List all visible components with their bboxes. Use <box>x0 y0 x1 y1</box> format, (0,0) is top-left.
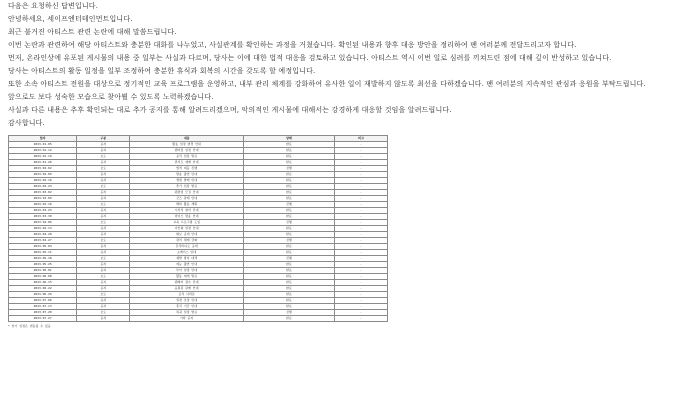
table-cell: 완료 <box>243 292 334 298</box>
table-cell: 화보 공개 안내 <box>130 232 244 238</box>
table-cell: 예능 출연 안내 <box>130 262 244 268</box>
table-cell: 완료 <box>243 274 334 280</box>
table-cell: - <box>334 160 387 166</box>
table-cell: 공지 <box>77 226 130 232</box>
table-cell: - <box>334 286 387 292</box>
paragraph-schedule: 당사는 아티스트의 활동 일정을 일부 조정하여 충분한 휴식과 회복의 시간을 갖도록 할 예정입니다. <box>8 67 316 75</box>
table-cell: 완료 <box>243 286 334 292</box>
table-cell: 2023-06-01 <box>9 268 77 274</box>
table-cell: 완료 <box>243 280 334 286</box>
table-cell: 2023-04-06 <box>9 220 77 226</box>
table-cell: 완료 <box>243 208 334 214</box>
table-cell: - <box>334 184 387 190</box>
table-cell: 2023-06-22 <box>9 286 77 292</box>
greeting: 안녕하세요, 세이프엔터테인먼트입니다. <box>8 15 133 23</box>
table-cell: 공지 <box>77 178 130 184</box>
table-cell: 완료 <box>243 262 334 268</box>
table-cell: 2023-03-16 <box>9 202 77 208</box>
table-cell: 2023-02-09 <box>9 172 77 178</box>
table-cell: 2023-05-18 <box>9 256 77 262</box>
paragraph-measures: 또한 소속 아티스트 전원을 대상으로 정기적인 교육 프로그램을 운영하고, 내부 관리 체계를 강화하여 유사한 일이 재발하지 않도록 최선을 다하겠습니다. 팬 여러분의 지속적인 관심과 응원을 부탁드립니다. <box>8 80 646 88</box>
table-cell: 쇼케이스 안내 <box>130 250 244 256</box>
paragraph-investigation: 이번 논란과 관련하여 해당 아티스트와 충분한 대화를 나누었고, 사실관계를 확인하는 과정을 거쳤습니다. 확인된 내용과 향후 대응 방안을 정리하여 팬 여러분께 전달드리고자 합니다. <box>8 41 577 49</box>
table-cell: 공식 사과문 <box>130 292 244 298</box>
table-cell: 2023-05-25 <box>9 262 77 268</box>
table-cell: 2023-01-05 <box>9 142 77 148</box>
table-cell: 공지 <box>77 250 130 256</box>
table-cell: 공지 <box>77 304 130 310</box>
table-cell: 완료 <box>243 298 334 304</box>
table-cell: 완료 <box>243 250 334 256</box>
table-cell: 공지 <box>77 160 130 166</box>
table-cell: 완료 <box>243 148 334 154</box>
table-cell: 공지 <box>77 316 130 322</box>
table-cell: 법적 대응 진행 <box>130 166 244 172</box>
table-cell: 완료 <box>243 172 334 178</box>
table-cell: 2023-03-09 <box>9 196 77 202</box>
schedule-table <box>8 135 388 322</box>
table-cell: 완료 <box>243 196 334 202</box>
table-cell: 완료 <box>243 214 334 220</box>
table-cell: - <box>334 220 387 226</box>
table-cell: 2023-01-12 <box>9 148 77 154</box>
table-cell: 공지 <box>77 244 130 250</box>
table-row <box>9 316 388 322</box>
table-cell: 팬미팅 일정 안내 <box>130 148 244 154</box>
table-cell: 진행 <box>243 238 334 244</box>
table-cell: 교육 프로그램 도입 <box>130 220 244 226</box>
table-cell: 보도 <box>77 220 130 226</box>
table-cell: 공지 <box>77 262 130 268</box>
table-cell: 라이브 방송 안내 <box>130 214 244 220</box>
closing: 감사합니다. <box>8 119 45 127</box>
table-cell: 공지 <box>77 196 130 202</box>
header-note: 비고 <box>334 136 387 142</box>
table-cell: - <box>334 238 387 244</box>
intro-line: 다음은 요청하신 답변입니다. <box>8 2 99 10</box>
table-cell: 완료 <box>243 226 334 232</box>
paragraph-topic: 최근 불거진 아티스트 관련 논란에 대해 말씀드립니다. <box>8 28 177 36</box>
table-cell: - <box>334 196 387 202</box>
table-cell: 공지 <box>77 280 130 286</box>
table-cell: - <box>334 202 387 208</box>
table-cell: - <box>334 250 387 256</box>
table-cell: 진행 <box>243 202 334 208</box>
table-cell: 보도 <box>77 310 130 316</box>
table-cell: - <box>334 178 387 184</box>
table-cell: 완료 <box>243 142 334 148</box>
table-cell: 활동 일정 변경 안내 <box>130 142 244 148</box>
table-cell: 2023-02-23 <box>9 184 77 190</box>
table-cell: - <box>334 190 387 196</box>
table-cell: 사인회 일정 안내 <box>130 226 244 232</box>
table-cell: 팬레터 접수 안내 <box>130 280 244 286</box>
table-cell: 완료 <box>243 154 334 160</box>
table-cell: 공지 <box>77 214 130 220</box>
table-cell: 2023-07-20 <box>9 310 77 316</box>
table-cell: - <box>334 214 387 220</box>
schedule-table-container <box>8 135 398 329</box>
table-cell: 완료 <box>243 268 334 274</box>
table-cell: 뮤직비디오 공개 <box>130 244 244 250</box>
paragraph-commitment: 앞으로도 보다 성숙한 모습으로 찾아뵐 수 있도록 노력하겠습니다. <box>8 93 214 101</box>
table-cell: 진행 <box>243 166 334 172</box>
table-cell: 2023-01-19 <box>9 154 77 160</box>
table-cell: 공지 <box>77 232 130 238</box>
table-cell: - <box>334 292 387 298</box>
table-cell: - <box>334 232 387 238</box>
paragraph-followup: 사실과 다른 내용은 추후 확인되는 대로 추가 공지를 통해 알려드리겠으며, 악의적인 게시물에 대해서는 강경하게 대응할 것임을 알려드립니다. <box>8 106 452 114</box>
table-cell: - <box>334 268 387 274</box>
table-cell: 기타 공지 <box>130 316 244 322</box>
table-cell: 2023-04-13 <box>9 226 77 232</box>
table-cell: 해외 활동 계획 <box>130 202 244 208</box>
table-cell: - <box>334 208 387 214</box>
table-cell: 추가 입장 발표 <box>130 184 244 190</box>
header-type: 구분 <box>77 136 130 142</box>
table-cell: 공식 입장 발표 <box>130 154 244 160</box>
table-cell: 공지 <box>77 172 130 178</box>
table-cell: 재발 방지 대책 <box>130 256 244 262</box>
table-cell: 팬클럽 모집 안내 <box>130 190 244 196</box>
table-cell: - <box>334 154 387 160</box>
table-cell: - <box>334 262 387 268</box>
table-cell: 진행 <box>243 256 334 262</box>
table-cell: 2023-03-23 <box>9 208 77 214</box>
table-cell: 공지 <box>77 286 130 292</box>
table-cell: 2023-07-06 <box>9 298 77 304</box>
table-cell: - <box>334 304 387 310</box>
table-cell: - <box>334 256 387 262</box>
table-cell: 응원봉 판매 안내 <box>130 286 244 292</box>
table-cell: 완료 <box>243 232 334 238</box>
table-cell: 공지 <box>77 148 130 154</box>
table-cell: 보도 <box>77 256 130 262</box>
table-cell: 2023-04-20 <box>9 232 77 238</box>
table-cell: 완료 <box>243 244 334 250</box>
table-cell: 2023-07-13 <box>9 304 77 310</box>
table-cell: 방송 출연 안내 <box>130 172 244 178</box>
table-cell: 진행 <box>243 310 334 316</box>
table-cell: 2023-02-16 <box>9 178 77 184</box>
table-cell: - <box>334 172 387 178</box>
table-cell: 2023-02-02 <box>9 166 77 172</box>
table-cell: 완료 <box>243 316 334 322</box>
table-cell: 완료 <box>243 160 334 166</box>
table-cell: 관리 체계 강화 <box>130 238 244 244</box>
table-cell: 2023-07-27 <box>9 316 77 322</box>
table-cell: 보도 <box>77 166 130 172</box>
table-cell: - <box>334 310 387 316</box>
header-content: 내용 <box>130 136 244 142</box>
header-date: 일자 <box>9 136 77 142</box>
table-cell: 2023-04-27 <box>9 238 77 244</box>
table-cell: 2023-06-15 <box>9 280 77 286</box>
table-cell: 완료 <box>243 178 334 184</box>
table-cell: - <box>334 142 387 148</box>
table-cell: 보도 <box>77 238 130 244</box>
table-cell: 보도 <box>77 154 130 160</box>
table-cell: 2023-03-02 <box>9 190 77 196</box>
table-cell: 2023-06-29 <box>9 292 77 298</box>
table-cell: 시상식 참석 안내 <box>130 208 244 214</box>
table-cell: 복귀 일정 발표 <box>130 310 244 316</box>
table-cell: - <box>334 148 387 154</box>
table-cell: 앨범 발매 안내 <box>130 178 244 184</box>
table-footnote: * 상기 일정은 변동될 수 있음 <box>8 324 51 328</box>
table-cell: 2023-06-08 <box>9 274 77 280</box>
table-cell: - <box>334 316 387 322</box>
table-cell: - <box>334 226 387 232</box>
table-cell: 완료 <box>243 184 334 190</box>
table-cell: 일정 조정 안내 <box>130 298 244 304</box>
table-cell: 콘서트 예매 안내 <box>130 160 244 166</box>
table-cell: 공지 <box>77 142 130 148</box>
table-cell: 보도 <box>77 292 130 298</box>
table-cell: 공지 <box>77 298 130 304</box>
table-cell: 굿즈 판매 안내 <box>130 196 244 202</box>
table-cell: 완료 <box>243 190 334 196</box>
table-cell: 완료 <box>243 304 334 310</box>
table-cell: 공지 <box>77 208 130 214</box>
table-cell: 보도 <box>77 184 130 190</box>
table-cell: - <box>334 274 387 280</box>
table-cell: 투어 일정 안내 <box>130 268 244 274</box>
table-cell: 2023-05-04 <box>9 244 77 250</box>
table-cell: 2023-05-11 <box>9 250 77 256</box>
table-cell: 진행 <box>243 220 334 226</box>
table-cell: 공지 <box>77 268 130 274</box>
table-cell: 활동 재개 발표 <box>130 274 244 280</box>
table-cell: - <box>334 298 387 304</box>
table-body <box>9 142 388 322</box>
paragraph-legal: 먼저, 온라인상에 유포된 게시물의 내용 중 일부는 사실과 다르며, 당사는 이에 대한 법적 대응을 검토하고 있습니다. 아티스트 역시 이번 일로 심려를 끼쳐드린 점에 대해 깊이 반성하고 있습니다. <box>8 54 612 62</box>
table-cell: 보도 <box>77 274 130 280</box>
table-cell: 2023-03-30 <box>9 214 77 220</box>
table-cell: 휴식 기간 안내 <box>130 304 244 310</box>
table-cell: 공지 <box>77 190 130 196</box>
table-cell: - <box>334 244 387 250</box>
table-cell: 보도 <box>77 202 130 208</box>
table-cell: - <box>334 166 387 172</box>
table-cell: - <box>334 280 387 286</box>
header-status: 상태 <box>243 136 334 142</box>
table-cell: 2023-01-26 <box>9 160 77 166</box>
